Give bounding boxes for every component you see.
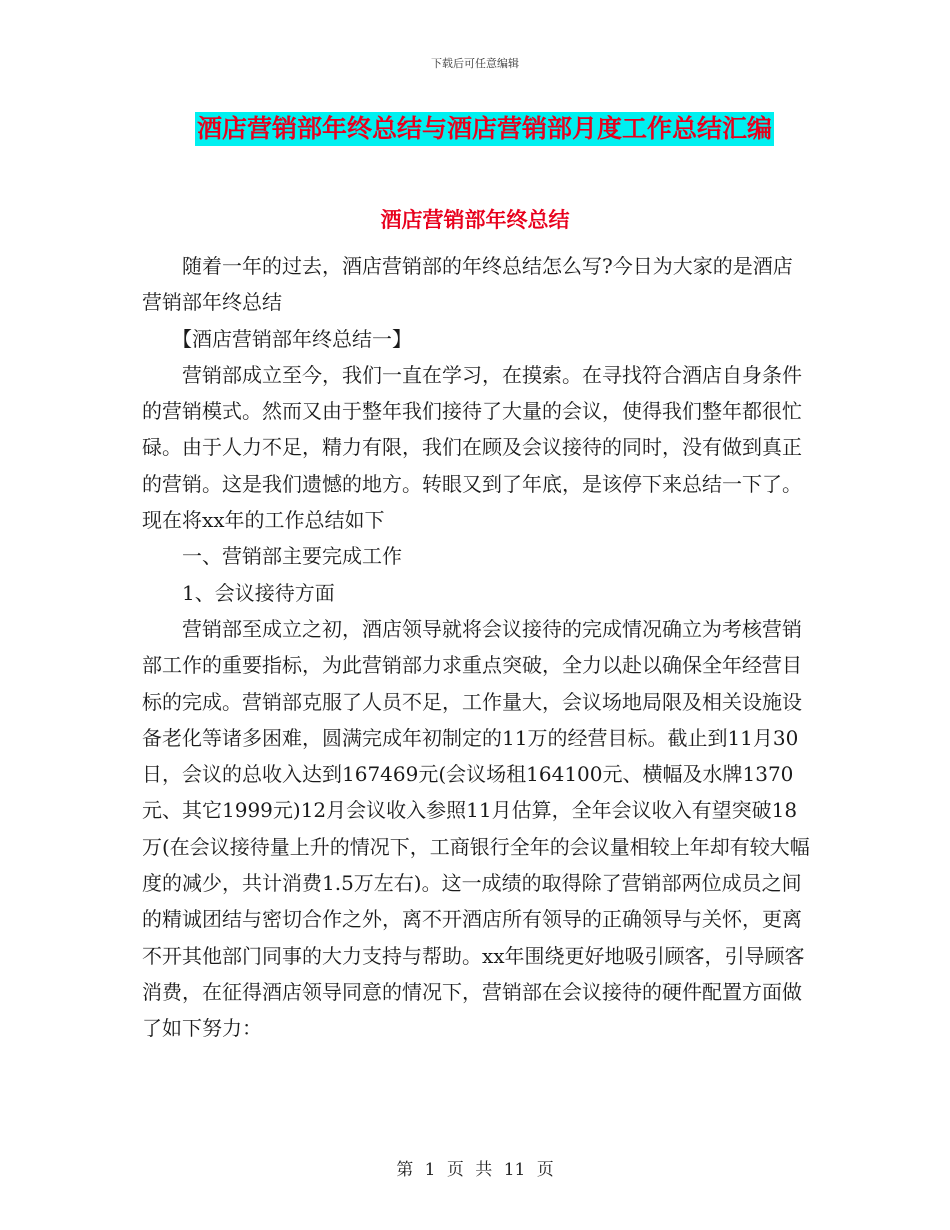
document-title: 酒店营销部年终总结与酒店营销部月度工作总结汇编 [195, 112, 774, 146]
body-text [142, 248, 810, 1047]
paragraph-body: 营销部成立至今，我们一直在学习，在摸索。在寻找符合酒店自身条件的营销模式。然而又由于整年我们接待了大量的会议，使得我们整年都很忙碌。由于人力不足，精力有限，我们在顾及会议接待的同时，没有做到真正的营销。这是我们遗憾的地方。转眼又到了年底，是该停下来总结一下了。现在将xx年的工作总结如下 [142, 362, 802, 533]
page-number-footer: 第 1 页 共 11 页 [396, 1160, 554, 1180]
header-note: 下载后可任意编辑 [431, 57, 519, 70]
paragraph-item-heading: 1、会议接待方面 [182, 580, 335, 605]
paragraph-body: 营销部至成立之初，酒店领导就将会议接待的完成情况确立为考核营销部工作的重要指标，为此营销部力求重点突破，全力以赴以确保全年经营目标的完成。营销部克服了人员不足，工作量大，会议场地局限及相关设施设备老化等诸多困难，圆满完成年初制定的11万的经营目标。截止到11月30日，会议的总收入达到167469元(会议场租164100元、横幅及水牌1370元、其它1999元)12月会议收入参照11月估算，全年会议收入有望突破18万(在会议接待量上升的情况下，工商银行全年的会议量相较上年却有较大幅度的减少，共计消费1.5万左右)。这一成绩的取得除了营销部两位成员之间的精诚团结与密切合作之外，离不开酒店所有领导的正确领导与关怀，更离不开其他部门同事的大力支持与帮助。xx年围绕更好地吸引顾客，引导顾客消费，在征得酒店领导同意的情况下，营销部在会议接待的硬件配置方面做了如下努力： [142, 616, 810, 1041]
paragraph-section-heading: 一、营销部主要完成工作 [182, 544, 402, 569]
section-title: 酒店营销部年终总结 [380, 207, 570, 232]
paragraph-intro: 随着一年的过去，酒店营销部的年终总结怎么写?今日为大家的是酒店营销部年终总结 [142, 254, 793, 315]
paragraph-subheading: 【酒店营销部年终总结一】 [172, 326, 412, 351]
